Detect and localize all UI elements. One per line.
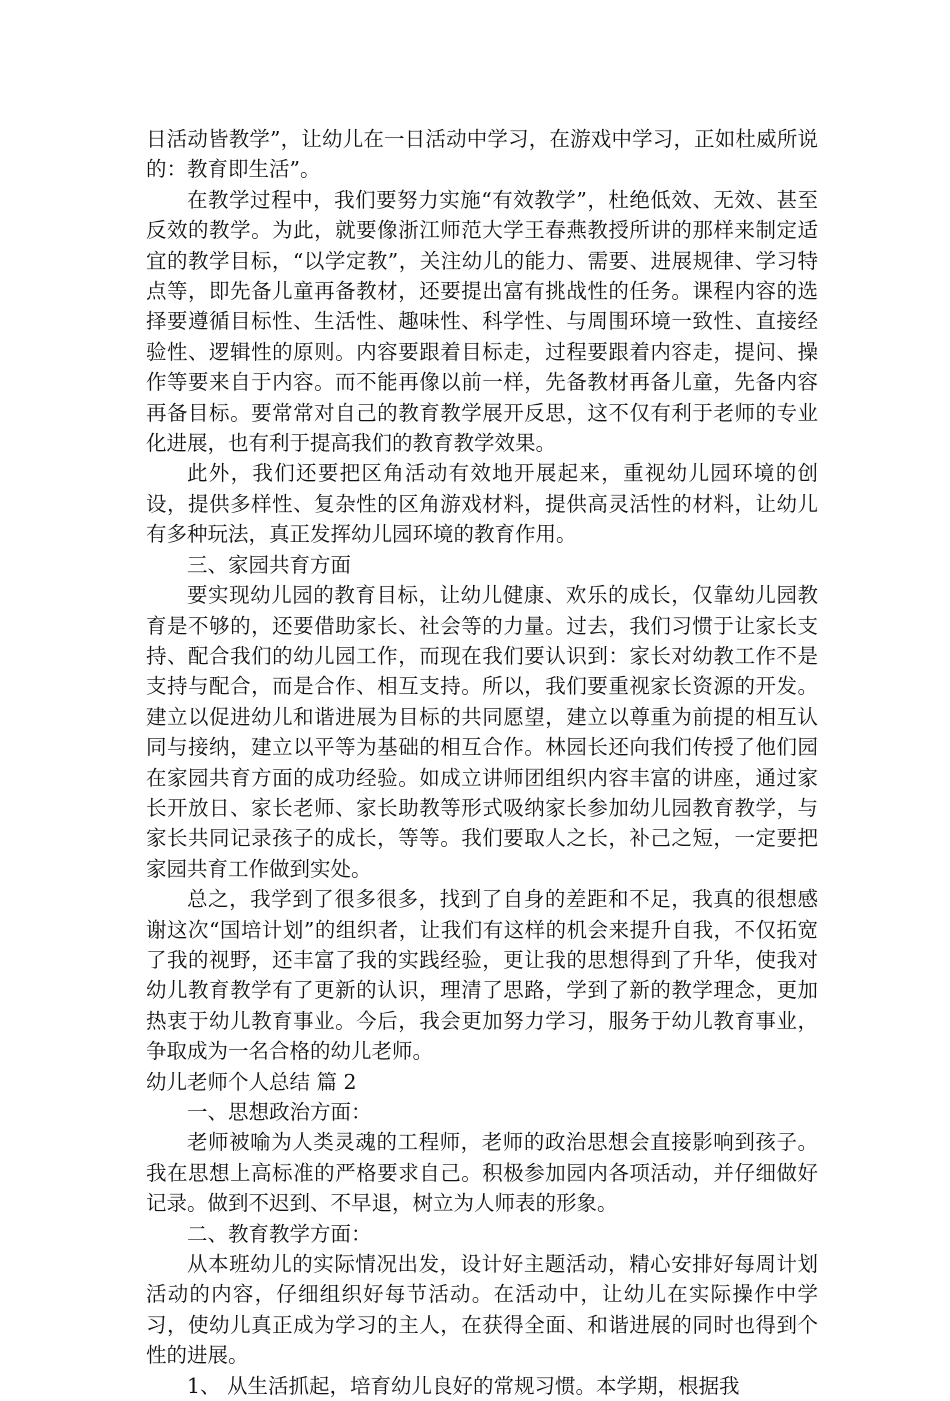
paragraph-teaching: 从本班幼儿的实际情况出发，设计好主题活动，精心安排好每周计划活动的内容，仔细组织好每节活动。在活动中，让幼儿在实际操作中学习，使幼儿真正成为学习的主人，在获得全面、和谐进展的同时也得到个性的进展。 [146, 1252, 818, 1368]
paragraph-continuation: 日活动皆教学”，让幼儿在一日活动中学习，在游戏中学习，正如杜威所说的：教育即生活”。 [146, 127, 818, 182]
paragraph-list-item-1: 1、 从生活抓起，培育幼儿良好的常规习惯。本学期，根据我 [187, 1373, 740, 1398]
paragraph-politics: 老师被喻为人类灵魂的工程师，老师的政治思想会直接影响到孩子。我在思想上高标准的严格要求自己。积极参加园内各项活动，并仔细做好记录。做到不迟到、不早退，树立为人师表的形象。 [146, 1130, 818, 1216]
section-heading-teaching: 二、教育教学方面： [187, 1221, 372, 1246]
paragraph-effective-teaching: 在教学过程中，我们要努力实施“有效教学”，杜绝低效、无效、甚至反效的教学。为此，就要像浙江师范大学王春燕教授所讲的那样来制定适宜的教学目标，“以学定教”，关注幼儿的能力、需要、进展规律、学习特点等，即先备儿童再备教材，还要提出富有挑战性的任务。课程内容的选择要遵循目标性、生活性、趣味性、科学性、与周围环境一致性、直接经验性、逻辑性的原则。内容要跟着目标走，过程要跟着内容走，提问、操作等要来自于内容。而不能再像以前一样，先备教材再备儿童，先备内容再备目标。要常常对自己的教育教学展开反思，这不仅有利于老师的专业化进展，也有利于提高我们的教育教学效果。 [146, 187, 818, 456]
paragraph-conclusion: 总之，我学到了很多很多，找到了自身的差距和不足，我真的很想感谢这次“国培计划”的组织者，让我们有这样的机会来提升自我，不仅拓宽了我的视野，还丰富了我的实践经验，更让我的思想得到了升华，使我对幼儿教育教学有了更新的认识，理清了思路，学到了新的教学理念，更加热衷于幼儿教育事业。今后，我会更加努力学习，服务于幼儿教育事业，争取成为一名合格的幼儿老师。 [146, 887, 818, 1064]
section-heading-politics: 一、思想政治方面： [187, 1100, 372, 1124]
section-heading-home-school: 三、家园共育方面 [187, 552, 351, 577]
paragraph-home-school: 要实现幼儿园的教育目标，让幼儿健康、欢乐的成长，仅靠幼儿园教育是不够的，还要借助家长、社会等的力量。过去，我们习惯于让家长支持、配合我们的幼儿园工作，而现在我们要认识到：家长对幼教工作不是支持与配合，而是合作、相互支持。所以，我们要重视家长资源的开发。建立以促进幼儿和谐进展为目标的共同愿望，建立以尊重为前提的相互认同与接纳，建立以平等为基础的相互合作。林园长还向我们传授了他们园在家园共育方面的成功经验。如成立讲师团组织内容丰富的讲座，通过家长开放日、家长老师、家长助教等形式吸纳家长参加幼儿园教育教学，与家长共同记录孩子的成长，等等。我们要取人之长，补己之短，一定要把家园共育工作做到实处。 [146, 583, 818, 881]
document-page [146, 124, 818, 1401]
paragraph-corner-activities: 此外，我们还要把区角活动有效地开展起来，重视幼儿园环境的创设，提供多样性、复杂性的区角游戏材料，提供高灵活性的材料，让幼儿有多种玩法，真正发挥幼儿园环境的教育作用。 [146, 461, 818, 547]
article-title: 幼儿老师个人总结 篇 2 [146, 1069, 357, 1094]
